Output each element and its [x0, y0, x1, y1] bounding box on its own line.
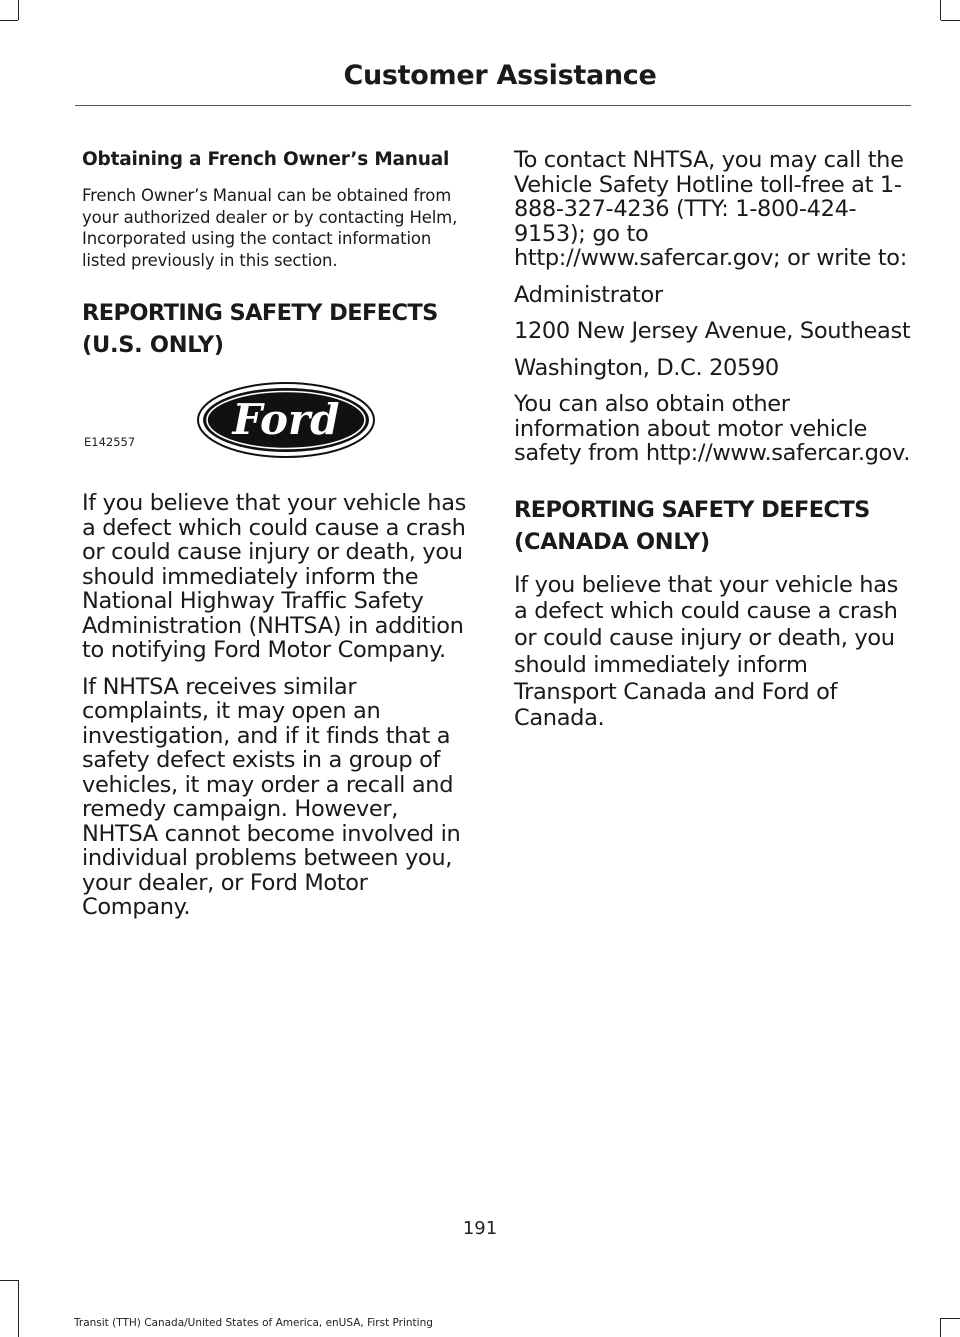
crop-mark: [940, 0, 941, 20]
ford-logo-figure: [82, 371, 477, 471]
ford-oval-logo-icon: [196, 381, 376, 459]
us-section-heading: REPORTING SAFETY DEFECTS: [82, 300, 438, 326]
us-section-heading-sub: (U.S. ONLY): [82, 332, 224, 358]
crop-mark: [940, 1318, 941, 1337]
header-rule: [75, 105, 911, 106]
us-body-paragraph-1: If you believe that your vehicle has a defect which could cause a crash or could cause injury or death, you should immediately inform the National Highway Traffic Safety Administration (NHTSA) in addition to notifying Ford Motor Company.: [82, 490, 467, 663]
canada-body-paragraph: If you believe that your vehicle has a defect which could cause a crash or could cause injury or death, you should immediately inform Transport Canada and Ford of Canada.: [514, 571, 899, 732]
crop-mark: [941, 1318, 960, 1319]
crop-mark: [0, 1280, 18, 1281]
right-column: [514, 148, 914, 732]
address-line-1: Administrator: [514, 281, 663, 308]
us-body-paragraph-2: If NHTSA receives similar complaints, it may open an investigation, and if it finds that a safety defect exists in a group of vehicles, it may order a recall and remedy campaign. However, NHTSA cannot become involved in individual problems between you, your dealer, or Ford Motor Company.: [82, 673, 461, 920]
address-line-2: 1200 New Jersey Avenue, Southeast: [514, 318, 911, 344]
page-header-title-text: Customer Assistance: [343, 60, 657, 91]
page-header-title: [0, 60, 960, 91]
publication-info: Transit (TTH) Canada/United States of America, enUSA, First Printing: [74, 1317, 433, 1329]
contact-nhtsa-paragraph: To contact NHTSA, you may call the Vehicle Safety Hotline toll-free at 1-888-327-4236 (TTY: 1-800-424-9153); go to http://www.safercar.gov; or write to:: [514, 147, 907, 271]
address-line-3: Washington, D.C. 20590: [514, 354, 779, 381]
crop-mark: [18, 1280, 19, 1337]
canada-section-heading-sub: (CANADA ONLY): [514, 528, 710, 555]
canada-section-heading: REPORTING SAFETY DEFECTS: [514, 496, 870, 523]
page-number: 191: [462, 1218, 498, 1239]
figure-code: E142557: [84, 435, 136, 449]
left-column: [82, 148, 477, 932]
french-manual-heading: Obtaining a French Owner’s Manual: [82, 149, 450, 170]
crop-mark: [941, 20, 960, 21]
ford-logo-text: Ford: [232, 395, 340, 444]
crop-mark: [18, 0, 19, 20]
other-info-paragraph: You can also obtain other information about motor vehicle safety from http://www.safercar.gov.: [514, 391, 910, 466]
french-manual-body: French Owner’s Manual can be obtained from your authorized dealer or by contacting Helm, Incorporated using the contact information listed previously in this section.: [82, 186, 458, 270]
crop-mark: [0, 20, 18, 21]
